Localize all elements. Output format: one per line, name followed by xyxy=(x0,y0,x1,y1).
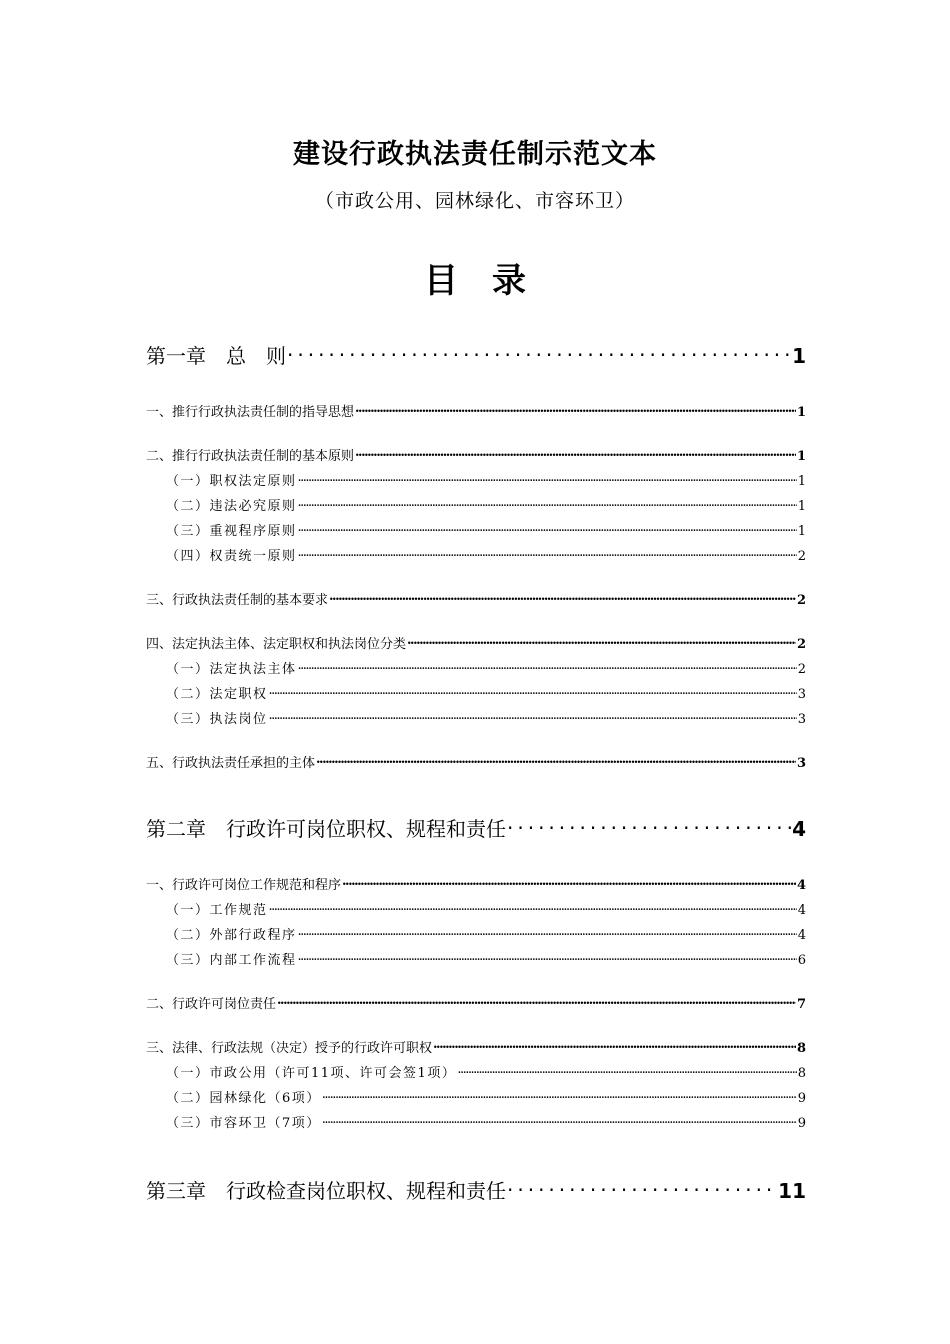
toc-leader xyxy=(298,497,797,510)
toc-section[interactable] xyxy=(146,993,806,1012)
toc-chapter[interactable] xyxy=(146,813,806,842)
toc-subsection[interactable] xyxy=(146,924,806,943)
toc-subsection[interactable] xyxy=(146,470,806,489)
toc-label: 第二章 行政许可岗位职权、规程和责任 xyxy=(146,817,506,841)
toc-subsection[interactable] xyxy=(146,520,806,539)
toc-label: （二）法定职权 xyxy=(166,687,268,702)
toc-section[interactable] xyxy=(146,874,806,893)
toc-label: 三、行政执法责任制的基本要求 xyxy=(146,593,329,608)
toc-page: 9 xyxy=(797,1116,806,1131)
toc-page: 3 xyxy=(797,712,806,727)
toc-page: 1 xyxy=(792,344,806,368)
toc-page: 2 xyxy=(797,662,806,677)
toc-subsection[interactable] xyxy=(146,708,806,727)
toc-subsection[interactable] xyxy=(146,899,806,918)
toc-section[interactable] xyxy=(146,1037,806,1056)
toc-label: （一）市政公用（许可11项、许可会签1项） xyxy=(166,1066,457,1081)
toc-page: 3 xyxy=(796,756,806,771)
toc-section[interactable] xyxy=(146,633,806,652)
toc-page: 6 xyxy=(797,953,806,968)
toc-page: 9 xyxy=(797,1091,806,1106)
toc-leader xyxy=(298,660,797,673)
toc-leader xyxy=(269,901,797,914)
toc-page: 4 xyxy=(797,903,806,918)
toc-page: 11 xyxy=(778,1179,806,1203)
toc-page: 1 xyxy=(796,449,806,464)
toc-leader xyxy=(298,472,797,485)
toc-leader xyxy=(298,951,797,964)
toc-label: （三）重视程序原则 xyxy=(166,524,297,539)
toc-label: （二）园林绿化（6项） xyxy=(166,1091,321,1106)
toc-label: （一）工作规范 xyxy=(166,903,268,918)
toc-subsection[interactable] xyxy=(146,949,806,968)
toc-leader xyxy=(507,1178,777,1198)
toc-label: 三、法律、行政法规（决定）授予的行政许可职权 xyxy=(146,1041,433,1056)
toc-page: 1 xyxy=(797,499,806,514)
toc-page: 4 xyxy=(792,817,806,841)
toc-label: （三）执法岗位 xyxy=(166,712,268,727)
toc-subsection[interactable] xyxy=(146,1112,806,1131)
toc-page: 7 xyxy=(796,997,806,1012)
toc-leader xyxy=(322,1089,797,1102)
toc-chapter[interactable] xyxy=(146,340,806,369)
toc-label: 一、行政许可岗位工作规范和程序 xyxy=(146,878,342,893)
toc-leader xyxy=(269,710,797,723)
toc-section[interactable] xyxy=(146,445,806,464)
toc-subsection[interactable] xyxy=(146,495,806,514)
toc-leader xyxy=(298,547,797,560)
toc-page: 2 xyxy=(796,593,806,608)
toc-page: 8 xyxy=(796,1041,806,1056)
toc-leader xyxy=(322,1114,797,1127)
toc-leader xyxy=(287,343,791,363)
toc-page: 8 xyxy=(797,1066,806,1081)
toc-chapter[interactable] xyxy=(146,1175,806,1204)
toc-leader xyxy=(457,1064,796,1077)
toc-label: 四、法定执法主体、法定职权和执法岗位分类 xyxy=(146,637,407,652)
toc-label: （二）外部行政程序 xyxy=(166,928,297,943)
toc-label: 一、推行行政执法责任制的指导思想 xyxy=(146,405,355,420)
toc-page: 1 xyxy=(797,524,806,539)
toc-page: 2 xyxy=(796,637,806,652)
toc-leader xyxy=(407,635,796,648)
toc-subsection[interactable] xyxy=(146,1087,806,1106)
toc-leader xyxy=(433,1039,796,1052)
toc-label: 五、行政执法责任承担的主体 xyxy=(146,756,316,771)
toc-page: 4 xyxy=(796,878,806,893)
toc-label: （四）权责统一原则 xyxy=(166,549,297,564)
toc-leader xyxy=(316,754,796,767)
toc-label: （一）职权法定原则 xyxy=(166,474,297,489)
toc-page: 1 xyxy=(797,474,806,489)
toc-leader xyxy=(355,447,796,460)
toc-subsection[interactable] xyxy=(146,683,806,702)
toc-label: （二）违法必究原则 xyxy=(166,499,297,514)
toc-leader xyxy=(277,995,796,1008)
toc-subsection[interactable] xyxy=(146,658,806,677)
toc-leader xyxy=(355,403,796,416)
toc-leader xyxy=(329,591,796,604)
toc-section[interactable] xyxy=(146,752,806,771)
toc-page: 2 xyxy=(797,549,806,564)
toc-subsection[interactable] xyxy=(146,545,806,564)
toc-leader xyxy=(298,926,797,939)
document-title: 建设行政执法责任制示范文本 xyxy=(293,139,657,170)
toc-label: （三）市容环卫（7项） xyxy=(166,1116,321,1131)
toc-subsection[interactable] xyxy=(146,1062,806,1081)
toc-section[interactable] xyxy=(146,401,806,420)
toc-label: 第三章 行政检查岗位职权、规程和责任 xyxy=(146,1179,506,1203)
toc-label: （三）内部工作流程 xyxy=(166,953,297,968)
toc-page: 4 xyxy=(797,928,806,943)
toc-section[interactable] xyxy=(146,589,806,608)
toc-leader xyxy=(342,876,796,889)
toc-leader xyxy=(269,685,797,698)
toc-label: 二、推行行政执法责任制的基本原则 xyxy=(146,449,355,464)
toc-label: 二、行政许可岗位责任 xyxy=(146,997,277,1012)
document-subtitle: （市政公用、园林绿化、市容环卫） xyxy=(314,190,635,212)
toc-heading: 目 录 xyxy=(424,261,526,301)
toc-page: 1 xyxy=(796,405,806,420)
toc-label: （一）法定执法主体 xyxy=(166,662,297,677)
toc-leader xyxy=(298,522,797,535)
toc-leader xyxy=(507,816,791,836)
toc-page: 3 xyxy=(797,687,806,702)
toc-label: 第一章 总 则 xyxy=(146,344,286,368)
